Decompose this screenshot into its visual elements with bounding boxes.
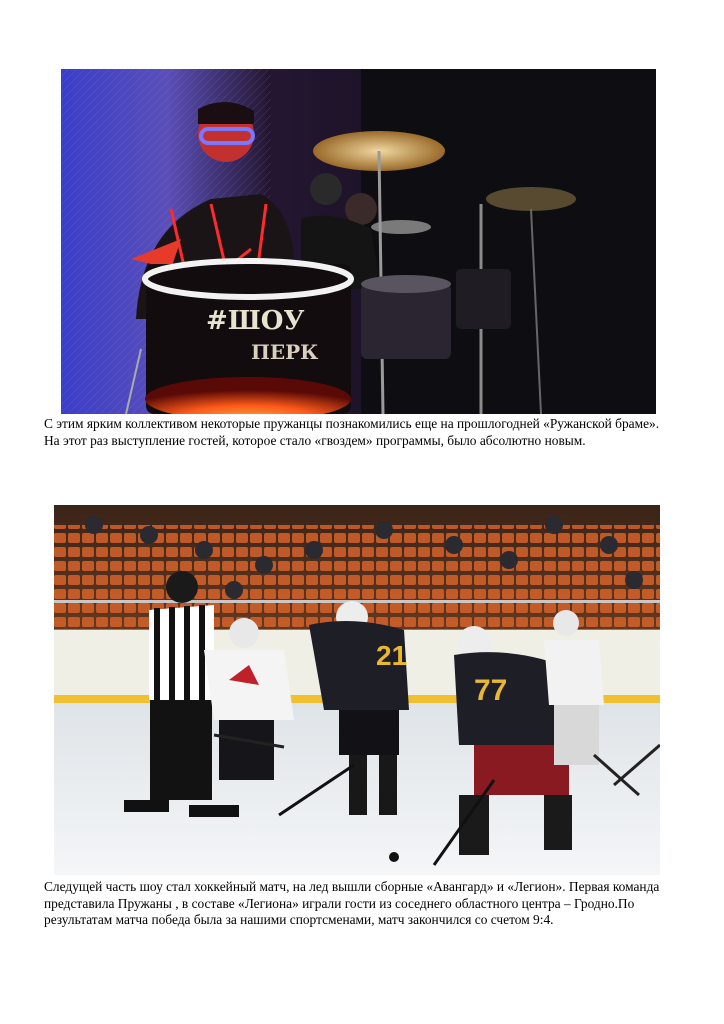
caption-hockey-match: Следущей часть шоу стал хоккейный матч, на лед вышли сборные «Авангард» и «Легион». Первая команда представила Пружаны , в составе «Легиона» играли гости из соседнего областного центра – Гродно.По результатам матча победа была за нашими спортсменами, матч закончился со счетом 9:4.	[44, 879, 660, 928]
caption-drum-show: С этим ярким коллективом некоторые пружанцы познакомились еще на прошлогодней «Ружанской браме». На этот раз выступление гостей, которое стало «гвоздем» программы, было абсолютно новым.	[44, 416, 660, 448]
puck	[389, 852, 399, 862]
jersey-number-21: 21	[376, 640, 408, 671]
drum-show-illustration	[61, 69, 656, 414]
jersey-number-77: 77	[474, 674, 508, 707]
hockey-illustration	[54, 505, 660, 875]
photo-hockey-match	[54, 505, 660, 875]
photo-drum-show	[61, 69, 656, 414]
drum-logo-line2: ПЕРК	[251, 340, 319, 364]
drum-logo-line1: #ШОУ	[206, 306, 305, 336]
